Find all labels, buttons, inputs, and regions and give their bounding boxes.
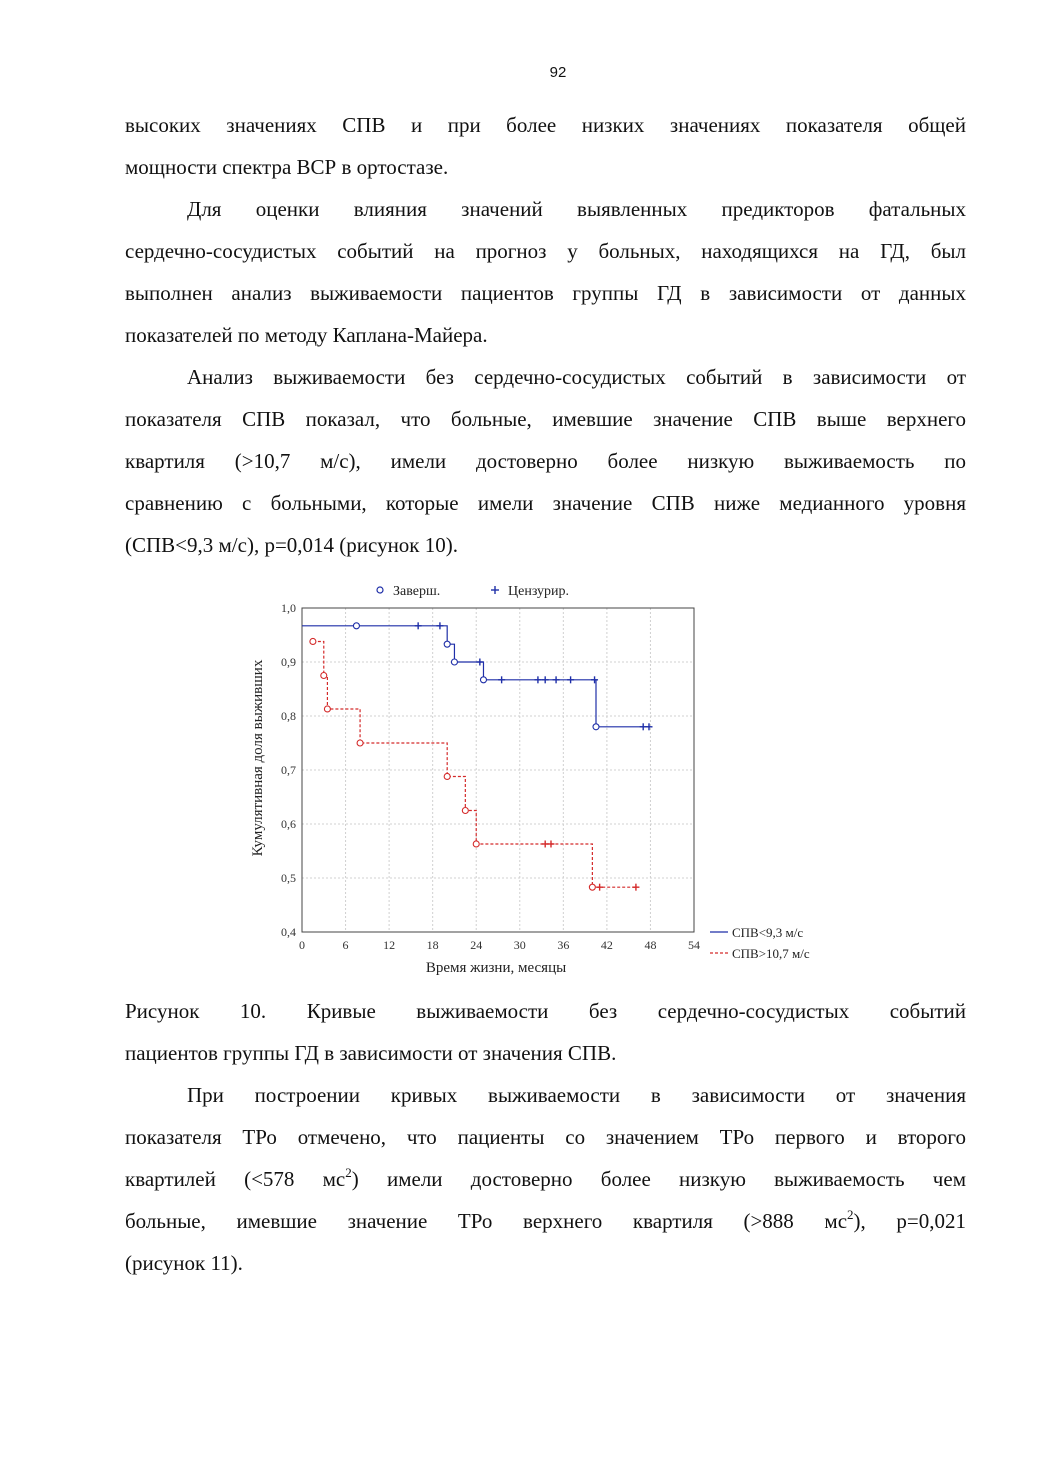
survival-chart-figure xyxy=(240,572,860,982)
paragraph-1 xyxy=(125,104,966,188)
x-tick-label: 54 xyxy=(688,938,700,952)
y-tick-label: 0,8 xyxy=(281,709,296,723)
x-tick-label: 48 xyxy=(644,938,657,952)
page-number: 92 xyxy=(549,64,567,81)
paragraph-line: мощности спектра ВСР в ортостазе. xyxy=(125,155,449,179)
y-tick-label: 1,0 xyxy=(281,601,296,615)
marker-legend xyxy=(377,584,569,599)
censored-marker xyxy=(596,884,603,891)
paragraph-line: (СПВ<9,3 м/с), p=0,014 (рисунок 10). xyxy=(125,533,459,557)
censored-marker xyxy=(591,676,598,683)
text-run: квартилей (<578 мс xyxy=(125,1167,346,1191)
censored-marker xyxy=(632,884,639,891)
paragraph-line: выполнен анализ выживаемости пациентов группы ГД в зависимости от данных xyxy=(125,281,966,305)
censored-marker xyxy=(415,622,422,629)
superscript: 2 xyxy=(345,1165,352,1180)
series-0 xyxy=(302,622,652,730)
event-marker xyxy=(310,638,316,644)
x-tick-label: 42 xyxy=(600,938,613,952)
paragraph-line: показателей по методу Каплана-Майера. xyxy=(125,323,488,347)
paragraph-4 xyxy=(125,1074,966,1284)
paragraph-line: (рисунок 11). xyxy=(125,1251,243,1275)
y-tick-label: 0,5 xyxy=(281,871,296,885)
paragraph-line: Анализ выживаемости без сердечно-сосудистых событий в зависимости от xyxy=(187,365,966,389)
censored-marker xyxy=(567,676,574,683)
completed-marker-icon xyxy=(377,587,383,593)
caption-line: Рисунок 10. Кривые выживаемости без сердечно-сосудистых событий xyxy=(125,999,966,1023)
censored-marker xyxy=(436,622,443,629)
paragraph-line: высоких значениях СПВ и при более низких значениях показателя общей xyxy=(125,113,966,137)
paragraph-line: сравнению с больными, которые имели значение СПВ ниже медианного уровня xyxy=(125,491,966,515)
censored-marker-icon xyxy=(491,586,499,594)
x-tick-label: 12 xyxy=(383,938,396,952)
survival-chart xyxy=(240,572,860,982)
caption-line: пациентов группы ГД в зависимости от значения СПВ. xyxy=(125,1041,617,1065)
event-marker xyxy=(589,884,595,890)
event-marker xyxy=(353,623,359,629)
x-tick-label: 6 xyxy=(342,938,349,952)
censored-marker xyxy=(542,676,549,683)
censored-marker xyxy=(553,676,560,683)
event-marker xyxy=(357,740,363,746)
event-marker xyxy=(451,659,457,665)
tick-labels xyxy=(281,601,700,952)
superscript: 2 xyxy=(847,1207,854,1222)
y-tick-label: 0,9 xyxy=(281,655,296,669)
event-marker xyxy=(444,773,450,779)
series-line xyxy=(313,641,636,887)
legend-censored-label: Цензурир. xyxy=(508,584,570,599)
censored-marker xyxy=(645,723,652,730)
legend-series-spv-high: СПВ>10,7 м/с xyxy=(732,946,810,961)
x-tick-label: 24 xyxy=(470,938,483,952)
paragraph-line: Для оценки влияния значений выявленных предикторов фатальных xyxy=(187,197,966,221)
paragraph-line: При построении кривых выживаемости в зависимости от значения xyxy=(187,1083,966,1107)
paragraph-2 xyxy=(125,188,966,356)
text-run: больные, имевшие значение ТРо верхнего квартиля (>888 мс xyxy=(125,1209,848,1233)
paragraph-line: квартиля (>10,7 м/с), имели достоверно более низкую выживаемость по xyxy=(125,449,966,473)
y-tick-label: 0,6 xyxy=(281,817,296,831)
event-marker xyxy=(593,724,599,730)
censored-marker xyxy=(547,840,554,847)
text-run: ) имели достоверно более низкую выживаемость чем xyxy=(351,1167,966,1191)
paragraph-line: показателя СПВ показал, что больные, имевшие значение СПВ выше верхнего xyxy=(125,407,966,431)
paragraph-line: сердечно-сосудистых событий на прогноз у больных, находящихся на ГД, был xyxy=(125,239,966,263)
x-tick-label: 30 xyxy=(513,938,526,952)
chart-grid xyxy=(302,608,694,932)
paragraph-line xyxy=(125,1200,966,1242)
paragraph-line: показателя ТРо отмечено, что пациенты со значением ТРо первого и второго xyxy=(125,1125,966,1149)
text-run: ), p=0,021 xyxy=(853,1209,967,1233)
series-legend xyxy=(710,925,810,961)
paragraph-line xyxy=(125,1158,966,1200)
series-1 xyxy=(310,638,640,890)
event-marker xyxy=(473,841,479,847)
event-marker xyxy=(324,706,330,712)
y-axis-title: Кумулятивная доля выживших xyxy=(250,659,266,857)
x-tick-label: 36 xyxy=(557,938,570,952)
figure-caption xyxy=(125,990,966,1074)
censored-marker xyxy=(476,659,483,666)
y-tick-label: 0,4 xyxy=(281,925,296,939)
censored-marker xyxy=(534,676,541,683)
event-marker xyxy=(462,808,468,814)
legend-completed-label: Заверш. xyxy=(393,584,441,599)
series-layer xyxy=(302,622,652,890)
censored-marker xyxy=(498,676,505,683)
x-tick-label: 18 xyxy=(426,938,439,952)
event-marker xyxy=(444,641,450,647)
legend-series-spv-low: СПВ<9,3 м/с xyxy=(732,925,804,940)
x-axis-title: Время жизни, месяцы xyxy=(425,960,567,976)
paragraph-3 xyxy=(125,356,966,566)
event-marker xyxy=(480,677,486,683)
event-marker xyxy=(321,673,327,679)
y-tick-label: 0,7 xyxy=(281,763,296,777)
x-tick-label: 0 xyxy=(299,938,305,952)
